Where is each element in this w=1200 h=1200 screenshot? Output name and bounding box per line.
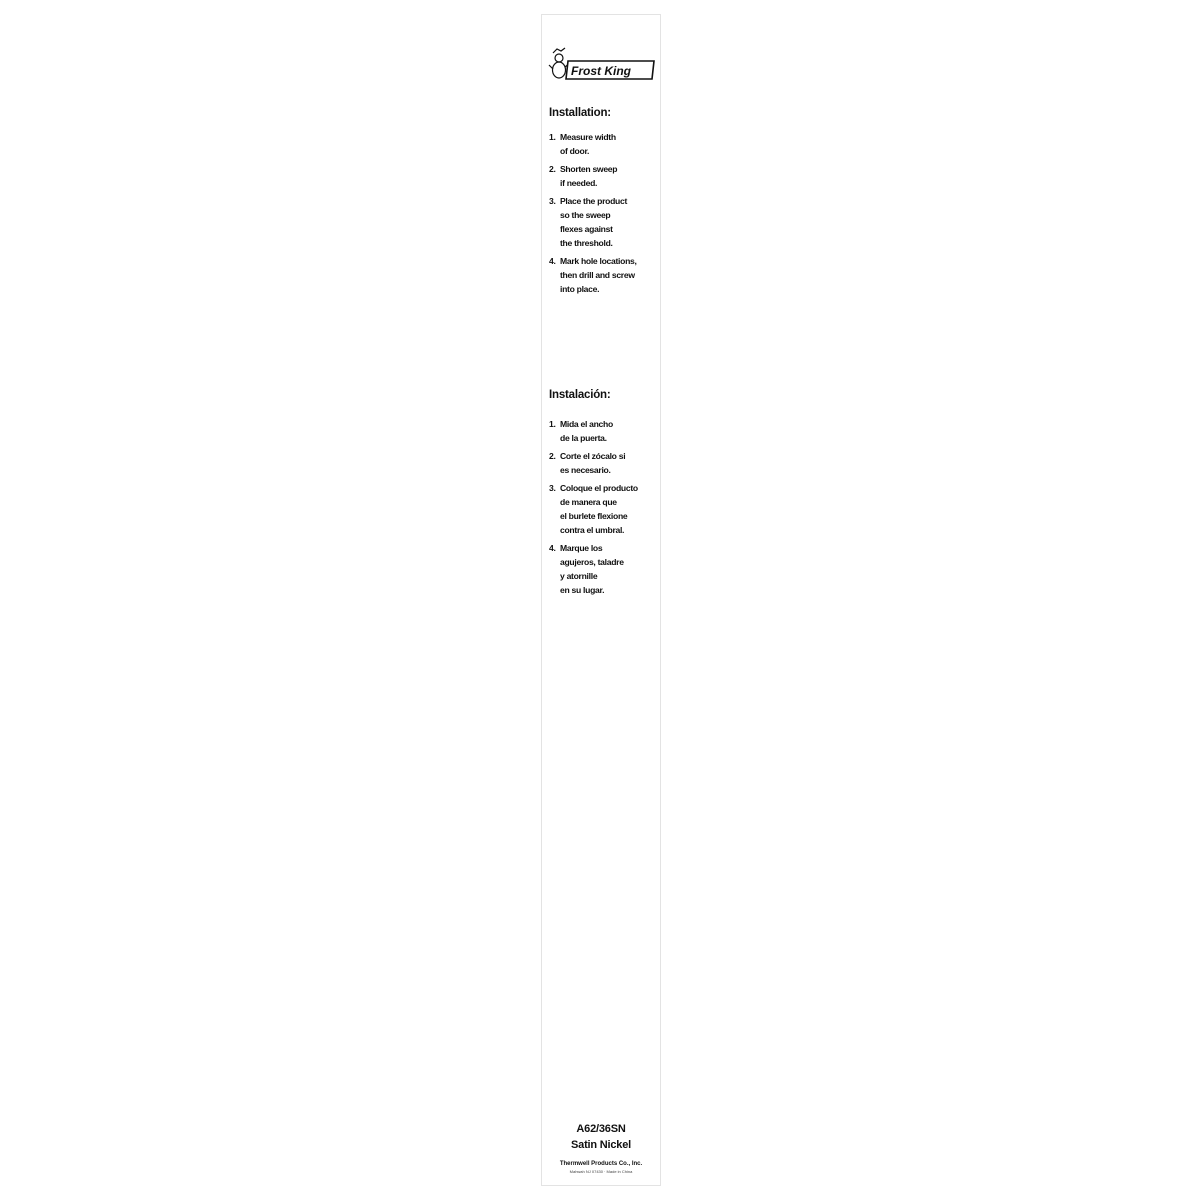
- step-text-line: Corte el zócalo si: [560, 451, 626, 461]
- step-text-line: so the sweep: [560, 210, 611, 220]
- step-text-line: Shorten sweep: [560, 164, 618, 174]
- step-number: 3.: [549, 196, 556, 206]
- step-text-line: de manera que: [560, 497, 617, 507]
- instruction-step: [549, 130, 659, 158]
- step-text-line: Place the product: [560, 196, 628, 206]
- step-text-line: Mida el ancho: [560, 419, 613, 429]
- step-number: 2.: [549, 451, 556, 461]
- step-text-line: flexes against: [560, 224, 613, 234]
- step-number: 2.: [549, 164, 556, 174]
- instruction-step: [549, 449, 659, 477]
- frost-king-logo: [548, 43, 658, 83]
- step-text-line: if needed.: [560, 178, 598, 188]
- svg-text:Frost King: Frost King: [571, 64, 631, 78]
- installation-steps-en: [549, 130, 659, 300]
- step-number: 1.: [549, 419, 556, 429]
- instruction-step: [549, 541, 659, 597]
- step-number: 1.: [549, 132, 556, 142]
- instruction-step: [549, 162, 659, 190]
- installation-steps-es: [549, 417, 659, 601]
- installation-heading-en: Installation:: [549, 107, 611, 119]
- step-text-line: en su lugar.: [560, 585, 605, 595]
- step-number: 4.: [549, 543, 556, 553]
- company-name: Thermwell Products Co., Inc.: [559, 1161, 643, 1167]
- step-text-line: Mark hole locations,: [560, 256, 637, 266]
- step-text-line: then drill and screw: [560, 270, 635, 280]
- instruction-step: [549, 194, 659, 250]
- step-text-line: Measure width: [560, 132, 616, 142]
- installation-heading-es: Instalación:: [549, 389, 611, 401]
- step-number: 3.: [549, 483, 556, 493]
- instruction-step: [549, 254, 659, 296]
- model-number: A62/36SN: [576, 1123, 626, 1135]
- step-text-line: el burlete flexione: [560, 511, 628, 521]
- company-address: Mahwah NJ 07430 · Made in China: [569, 1169, 633, 1174]
- instruction-step: [549, 417, 659, 445]
- step-text-line: of door.: [560, 146, 590, 156]
- step-text-line: into place.: [560, 284, 600, 294]
- step-text-line: y atornille: [560, 571, 598, 581]
- instruction-strip: [541, 14, 661, 1186]
- step-text-line: contra el umbral.: [560, 525, 625, 535]
- step-number: 4.: [549, 256, 556, 266]
- step-text-line: es necesario.: [560, 465, 611, 475]
- step-text-line: Marque los: [560, 543, 603, 553]
- step-text-line: the threshold.: [560, 238, 613, 248]
- instruction-step: [549, 481, 659, 537]
- finish-name: Satin Nickel: [571, 1139, 631, 1151]
- step-text-line: Coloque el producto: [560, 483, 638, 493]
- step-text-line: de la puerta.: [560, 433, 607, 443]
- step-text-line: agujeros, taladre: [560, 557, 624, 567]
